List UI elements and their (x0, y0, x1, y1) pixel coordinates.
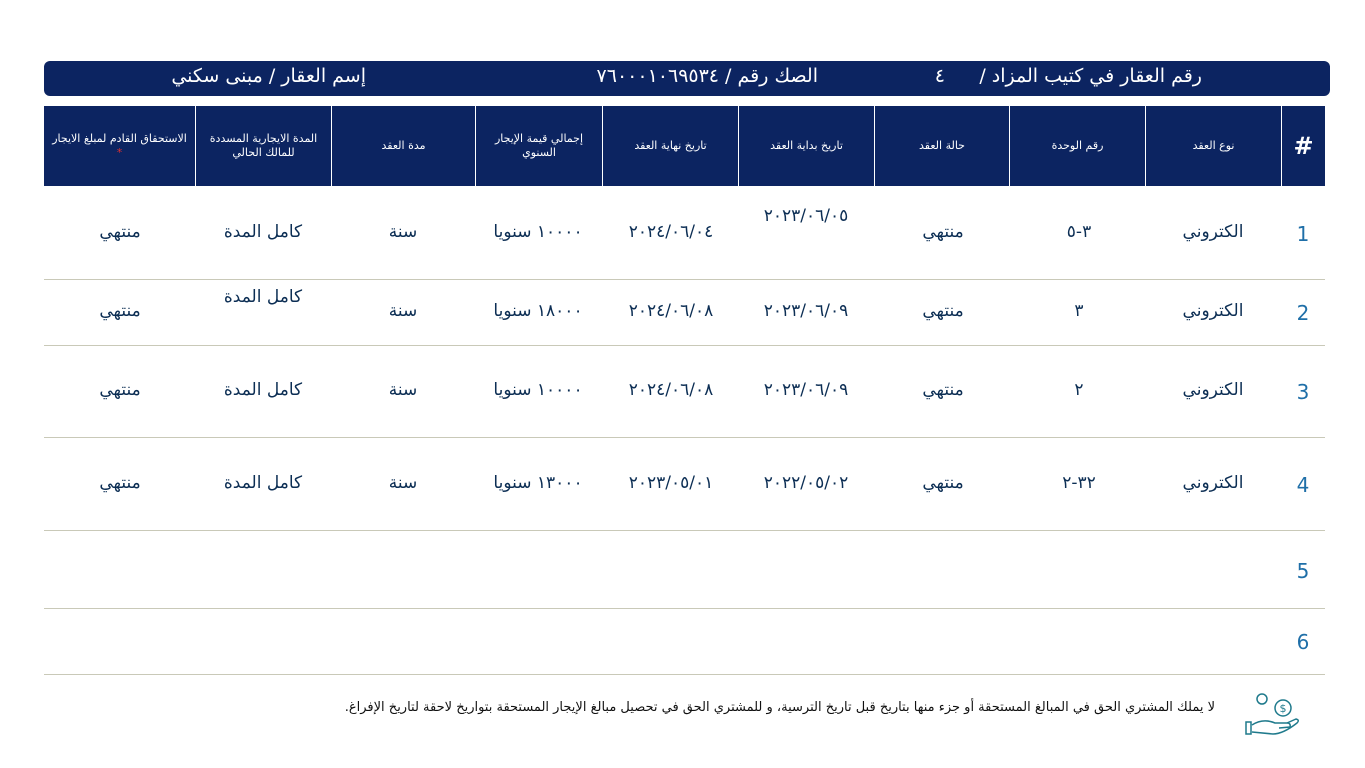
column-header-unit-number: رقم الوحدة (1009, 106, 1145, 186)
row-number: 3 (1296, 380, 1310, 404)
row-number: 6 (1296, 630, 1310, 654)
hand-coin-icon (1243, 690, 1301, 738)
unit-number-cell: ٢ (1074, 380, 1084, 400)
contract-status-cell: منتهي (922, 301, 964, 321)
start-date-cell: ٢٠٢٢/٠٥/٠٢ (763, 473, 849, 493)
contract-status-cell: منتهي (922, 380, 964, 400)
end-date-cell: ٢٠٢٤/٠٦/٠٨ (628, 301, 714, 321)
paid-period-cell: كامل المدة (223, 473, 303, 493)
unit-number-cell: ٣-٥ (1066, 222, 1092, 242)
unit-number-cell: ٣ (1074, 301, 1084, 321)
contract-status-cell: منتهي (922, 473, 964, 493)
footnote-text: لا يملك المشتري الحق في المبالغ المستحقة أو جزء منها بتاريخ قبل تاريخ الترسية، و للمشتري الحق في تحصيل مبالغ الإيجار المستحقة بتواريخ لاحقة لتاريخ الإفراغ. (344, 700, 1215, 715)
annual-rent-cell: ١٠٠٠٠ سنويا (493, 222, 583, 242)
upcoming-due-cell: منتهي (99, 222, 141, 242)
upcoming-due-cell: منتهي (99, 301, 141, 321)
property-name: إسم العقار / مبنى سكني (171, 65, 366, 87)
contract-status-cell: منتهي (922, 222, 964, 242)
paid-period-cell: كامل المدة (223, 287, 303, 307)
required-mark: * (116, 146, 123, 159)
table-row (44, 280, 1325, 346)
row-number: 5 (1296, 559, 1310, 583)
auction-info-bar (44, 61, 1330, 96)
column-header-end-date: تاريخ نهاية العقد (602, 106, 738, 186)
table-row (44, 609, 1325, 675)
column-header-start-date: تاريخ بداية العقد (738, 106, 874, 186)
column-header-contract-type: نوع العقد (1145, 106, 1281, 186)
annual-rent-cell: ١٣٠٠٠ سنويا (493, 473, 583, 493)
table-row (44, 186, 1325, 280)
contract-type-cell: الكتروني (1182, 301, 1244, 321)
unit-number-cell: ٣٢-٢ (1062, 473, 1096, 493)
annual-rent-cell: ١٨٠٠٠ سنويا (493, 301, 583, 321)
column-header-upcoming-due (44, 106, 195, 186)
contract-type-cell: الكتروني (1182, 222, 1244, 242)
end-date-cell: ٢٠٢٤/٠٦/٠٨ (628, 380, 714, 400)
table-row (44, 531, 1325, 609)
column-header-contract-duration: مدة العقد (331, 106, 475, 186)
start-date-cell: ٢٠٢٣/٠٦/٠٩ (763, 380, 849, 400)
column-header-contract-status: حالة العقد (874, 106, 1009, 186)
deed-number: الصك رقم / ٧٦٠٠٠١٠٦٩٥٣٤ (596, 65, 818, 87)
lot-number-label: رقم العقار في كتيب المزاد / (979, 65, 1202, 87)
contract-duration-cell: سنة (388, 222, 418, 242)
contract-type-cell: الكتروني (1182, 380, 1244, 400)
row-number: 4 (1296, 473, 1310, 497)
column-header-annual-rent: إجمالي قيمة الإيجار السنوي (475, 106, 602, 186)
end-date-cell: ٢٠٢٣/٠٥/٠١ (628, 473, 714, 493)
lot-number-value: ٤ (934, 65, 945, 87)
upcoming-due-label: الاستحقاق القادم لمبلغ الايجار (52, 132, 187, 145)
row-number: 1 (1296, 222, 1310, 246)
table-row (44, 346, 1325, 438)
table-row (44, 438, 1325, 531)
contract-type-cell: الكتروني (1182, 473, 1244, 493)
end-date-cell: ٢٠٢٤/٠٦/٠٤ (628, 222, 714, 242)
lease-table-header (44, 106, 1325, 186)
contract-duration-cell: سنة (388, 301, 418, 321)
contract-duration-cell: سنة (388, 473, 418, 493)
contract-duration-cell: سنة (388, 380, 418, 400)
row-number: 2 (1296, 301, 1310, 325)
annual-rent-cell: ١٠٠٠٠ سنويا (493, 380, 583, 400)
upcoming-due-cell: منتهي (99, 473, 141, 493)
paid-period-cell: كامل المدة (223, 222, 303, 242)
column-header-hash: # (1281, 106, 1325, 186)
svg-text:$: $ (1279, 702, 1287, 715)
start-date-cell: ٢٠٢٣/٠٦/٠٩ (763, 301, 849, 321)
paid-period-cell: كامل المدة (223, 380, 303, 400)
start-date-cell: ٢٠٢٣/٠٦/٠٥ (763, 206, 849, 226)
column-header-paid-period: المدة الايجارية المسددة للمالك الحالي (195, 106, 331, 186)
upcoming-due-cell: منتهي (99, 380, 141, 400)
